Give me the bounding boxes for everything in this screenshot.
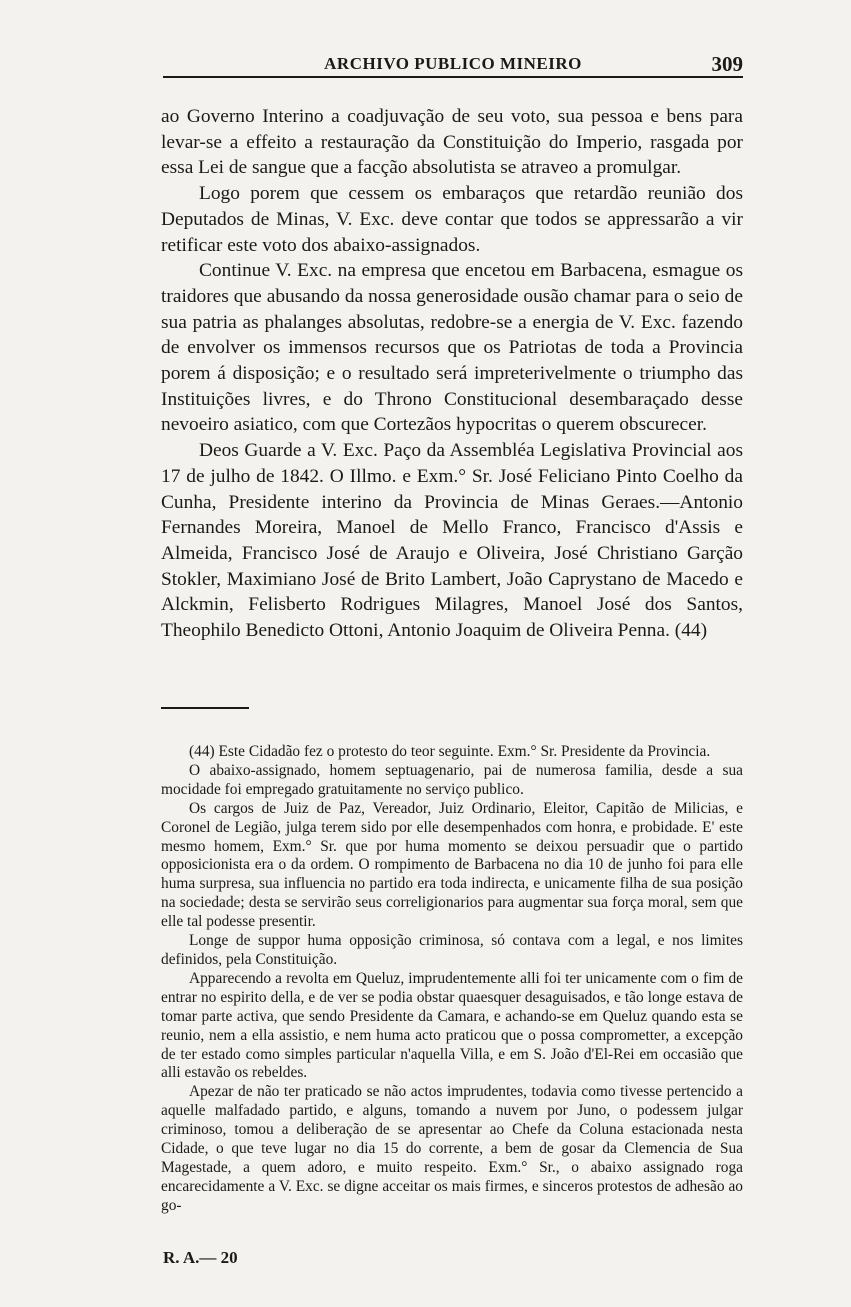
footnote-paragraph-4: Longe de suppor huma opposição criminosa, só contava com a legal, e nos limites definidos, pela Constituição.	[161, 932, 743, 968]
footnote-paragraph-6: Apezar de não ter praticado se não actos imprudentes, todavia como tivesse pertencido a aquelle malfadado partido, e alguns, tomando a nuvem por Juno, o podessem julgar criminoso, tomou a deliberação de se apresentar ao Chefe da Coluna estacionada nesta Cidade, o que teve lugar no dia 15 do corrente, a bem de gosar da Clemencia de Sua Magestade, a quem adoro, e muito respeito. Exm.° Sr., o abaixo assignado roga encarecidamente a V. Exc. se digne acceitar os mais firmes, e sinceros protestos de adhesão ao go-	[161, 1083, 743, 1214]
footnote-paragraph-1: (44) Este Cidadão fez o protesto do teor seguinte. Exm.° Sr. Presidente da Provincia.	[189, 743, 711, 760]
footnote-paragraph-3: Os cargos de Juiz de Paz, Vereador, Juiz Ordinario, Eleitor, Capitão de Milicias, e Coronel de Legião, julga terem sido por elle desempenhados com honra, e probidade. E' este mesmo homem, Exm.° Sr. que por huma momento se deixou persuadir que o partido opposicionista era o da ordem. O rompimento de Barbacena no dia 10 de junho foi para elle huma surpresa, sua influencia no partido era toda indirecta, e unicamente filha de sua posição na sociedade; desta se servirão seus correligionarios para augmentar sua força moral, sem que elle tal podesse presentir.	[161, 799, 743, 931]
header-rule	[163, 76, 743, 78]
footnote-paragraph-5: Apparecendo a revolta em Queluz, imprudentemente alli foi ter unicamente com o fim de entrar no espirito della, e de ver se podia obstar quaesquer desaguisados, e tão longe estava de tomar parte activa, que sendo Presidente da Camara, e achando-se em Queluz quando esta se reunio, nem a ella assistio, e nem huma acto praticou que o possa comprometter, a excepção de ter estado como simples particular n'aquella Villa, e em S. João d'El-Rei em occasião que alli estavão os rebeldes.	[161, 969, 743, 1082]
main-text	[161, 104, 743, 644]
footnote	[161, 743, 743, 1216]
page-header	[163, 52, 743, 76]
signature-mark: R. A.— 20	[163, 1248, 238, 1267]
footnote-rule	[161, 707, 249, 709]
body-paragraph-4: Deos Guarde a V. Exc. Paço da Assembléa Legislativa Provincial aos 17 de julho de 1842. O Illmo. e Exm.° Sr. José Feliciano Pinto Coelho da Cunha, Presidente interino da Provincia de Minas Geraes.—Antonio Fernandes Moreira, Manoel de Mello Franco, Francisco d'Assis e Almeida, Francisco José de Araujo e Oliveira, José Christiano Garção Stokler, Maximiano José de Brito Lambert, João Caprystano de Macedo e Alckmin, Felisberto Rodrigues Milagres, Manoel José dos Santos, Theophilo Benedicto Ottoni, Antonio Joaquim de Oliveira Penna. (44)	[161, 440, 743, 642]
body-paragraph-1: ao Governo Interino a coadjuvação de seu voto, sua pessoa e bens para levar-se a effeito a restauração da Constituição do Imperio, rasgada por essa Lei de sangue que a facção absolutista se atraveo a promulgar.	[161, 106, 743, 179]
page-number: 309	[711, 52, 743, 76]
body-paragraph-2: Logo porem que cessem os embaraços que retardão reunião dos Deputados de Minas, V. Exc. deve contar que todos se appressarão a vir retificar este voto dos abaixo-assignados.	[161, 183, 743, 256]
footnote-paragraph-2: O abaixo-assignado, homem septuagenario, pai de numerosa familia, desde a sua mocidade foi empregado gratuitamente no serviço publico.	[161, 761, 743, 798]
running-title: ARCHIVO PUBLICO MINEIRO	[324, 54, 582, 73]
body-paragraph-3: Continue V. Exc. na empresa que encetou em Barbacena, esmague os traidores que abusando da nossa generosidade ousão chamar para o seio de sua patria as phalanges absolutas, redobre-se a energia de V. Exc. fazendo de envolver os immensos recursos que os Patriotas de toda a Provincia porem á disposição; e o resultado será impreterivelmente o triumpho das Instituições livres, e do Throno Constitucional desembaraçado desse nevoeiro asiatico, com que Cortezãos hypocritas o querem obscurecer.	[161, 260, 743, 436]
